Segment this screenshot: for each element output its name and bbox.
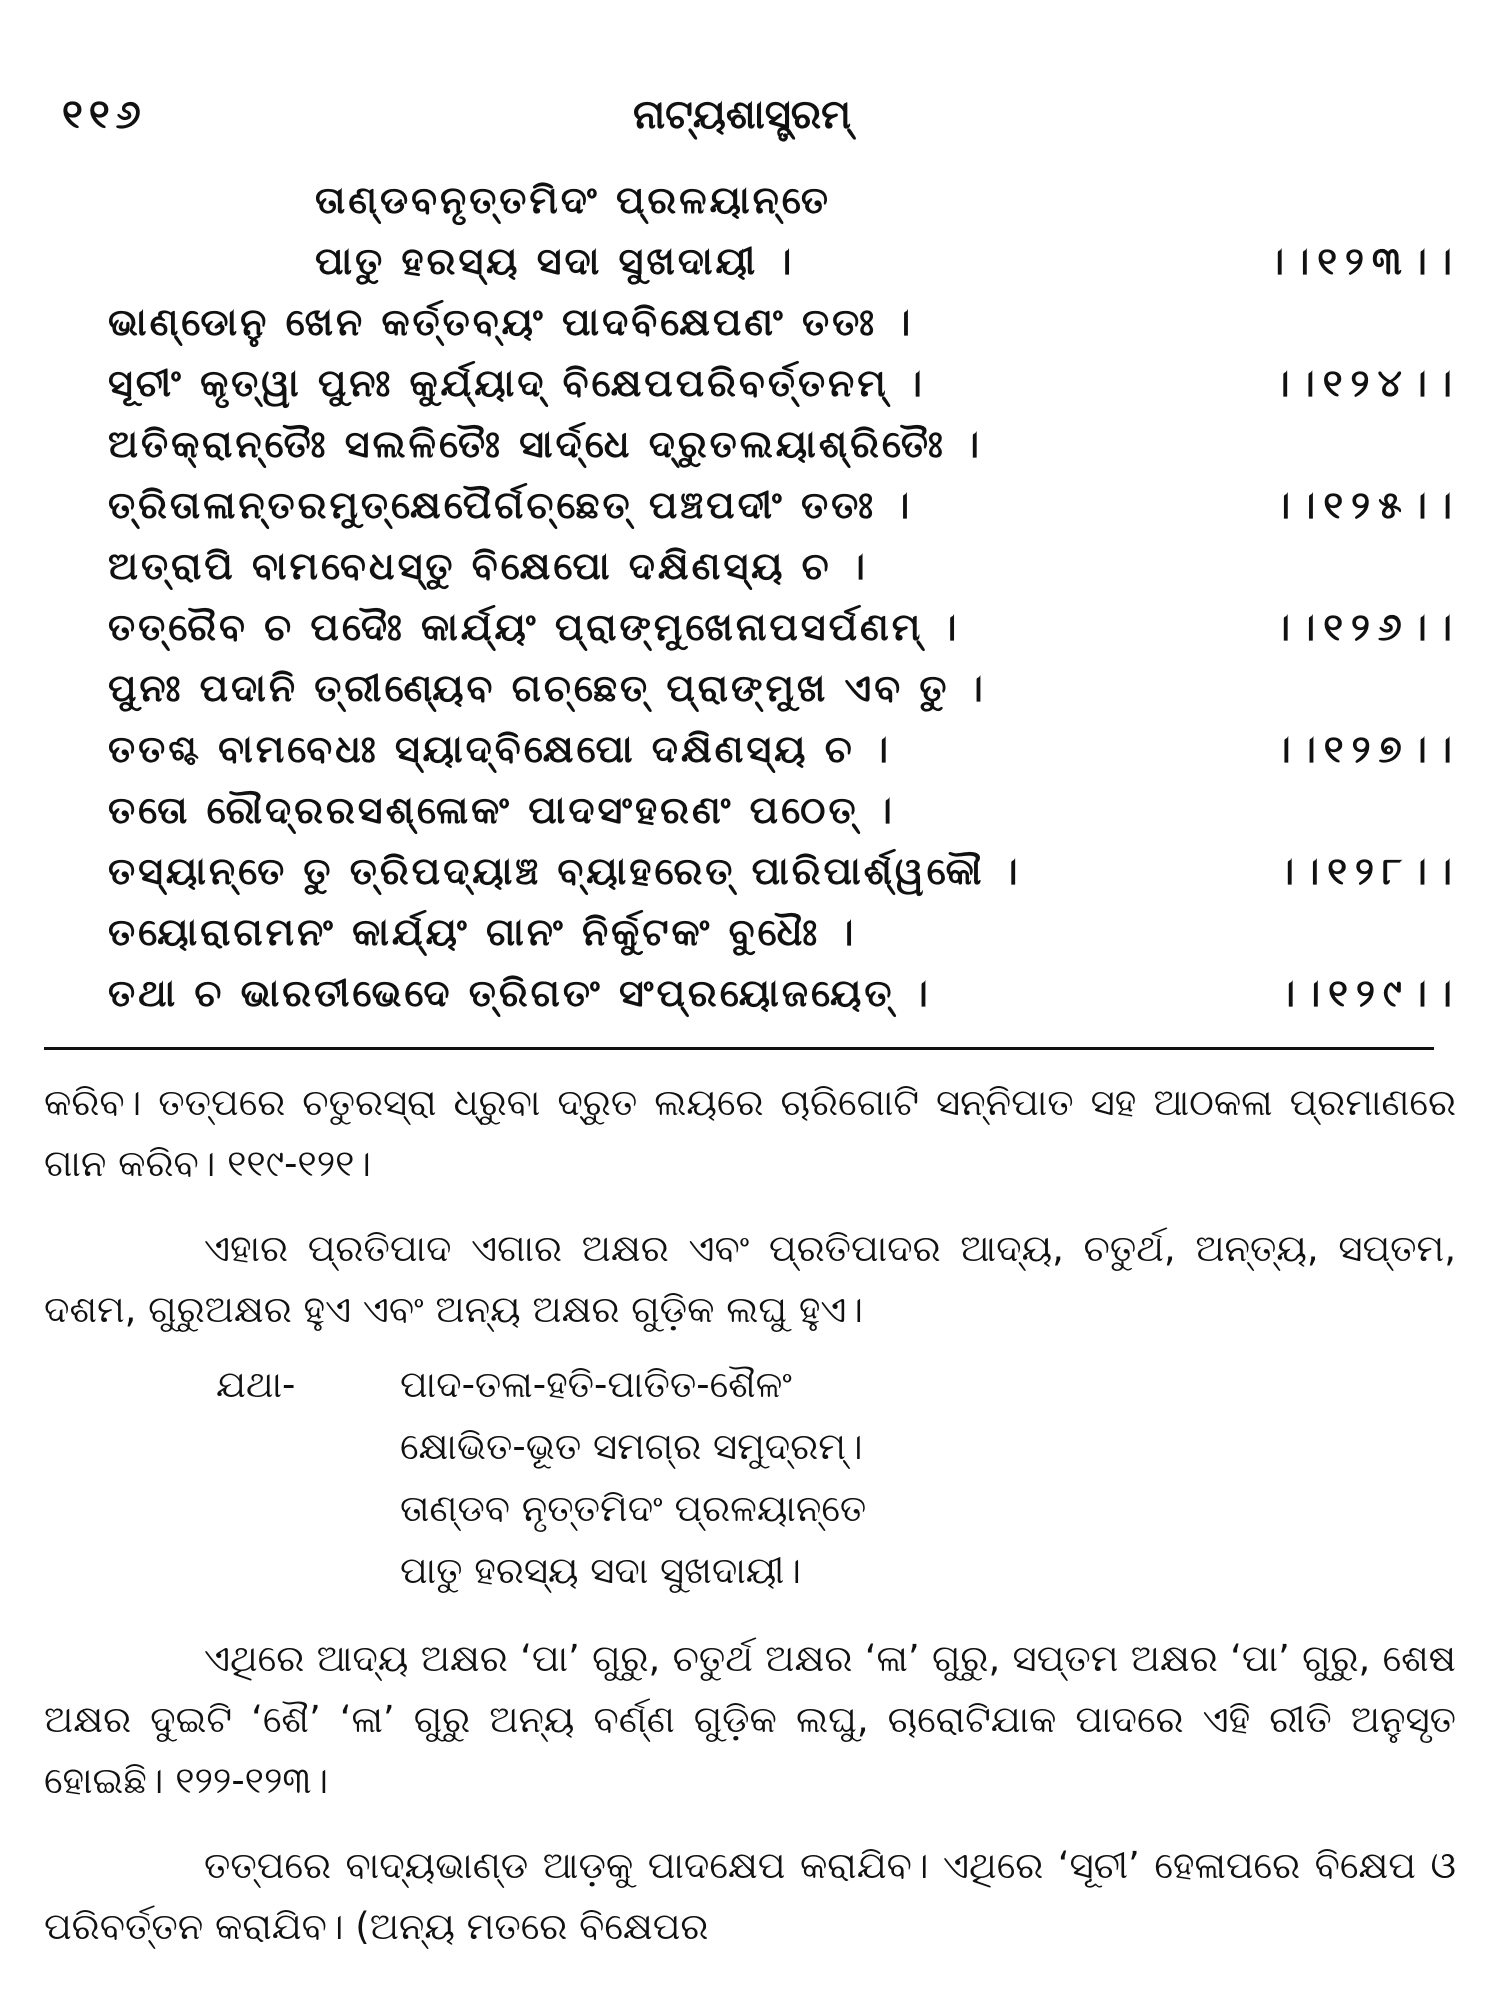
commentary-block [44, 1072, 1456, 1957]
example-line: ପାତୁ ହରସ୍ୟ ସଦା ସୁଖଦାୟୀ। [400, 1549, 801, 1592]
verse-text: ଭାଣ୍ଡୋନୁ ଖେନ କର୍ତ୍ତବ୍ୟଂ ପାଦବିକ୍ଷେପଣଂ ତତଃ । [108, 300, 914, 344]
example-line: କ୍ଷୋଭିତ-ଭୂତ ସମଗ୍ର ସମୁଦ୍ରମ୍। [400, 1425, 863, 1468]
commentary-paragraph: ତତ୍ପରେ ବାଦ୍ୟଭାଣ୍ଡ ଆଡ଼କୁ ପାଦକ୍ଷେପ କରାଯିବ। ଏଥିରେ ‘ସୂଚୀ’ ହେଳାପରେ ବିକ୍ଷେପ ଓ ପରିବର୍ତ୍ତନ କରାଯିବ। (ଅନ୍ୟ ମତରେ ବିକ୍ଷେପର [44, 1844, 1456, 1948]
page-header [62, 92, 1462, 152]
verse-line [0, 422, 1500, 483]
verse-line [0, 971, 1500, 1032]
example-line: ତାଣ୍ଡବ ନୃତ୍ତମିଦଂ ପ୍ରଳୟାନ୍ତେ [400, 1487, 867, 1530]
verse-line [0, 666, 1500, 727]
verse-line [0, 849, 1500, 910]
verse-line [0, 178, 1500, 239]
verse-line [0, 544, 1500, 605]
example-block [44, 1354, 1456, 1604]
page-number: ୧୧୬ [62, 92, 147, 138]
verse-text: ସୂଚୀଂ କୃତ୍ୱା ପୁନଃ କୁର୍ଯ୍ୟାଦ୍ ବିକ୍ଷେପପରିବର୍ତ୍ତନମ୍ । [108, 361, 925, 405]
verse-line [0, 300, 1500, 361]
verse-line [0, 910, 1500, 971]
verse-text: ତତ୍ରୈବ ଚ ପଦୈଃ କାର୍ଯ୍ୟଂ ପ୍ରାଙ୍ମୁଖେନାପସର୍ପଣମ୍ । [108, 605, 960, 649]
verse-line [0, 727, 1500, 788]
running-title: ନାଟ୍ୟଶାସ୍ତ୍ରମ୍ [632, 92, 852, 138]
example-label: ଯଥା- [216, 1363, 296, 1406]
verse-line [0, 605, 1500, 666]
verse-number: ।।୧୨୮।। [1277, 849, 1460, 893]
verse-number: ।।୧୨୫।। [1273, 483, 1460, 527]
verse-number: ।।୧୨୪।। [1272, 361, 1460, 405]
verse-text: ପୁନଃ ପଦାନି ତ୍ରୀଣ୍ୟେବ ଗଚ୍ଛେତ୍ ପ୍ରାଙ୍ମୁଖ ଏବ ତୁ । [108, 666, 986, 710]
verse-text: ପାତୁ ହରସ୍ୟ ସଦା ସୁଖଦାୟୀ । [315, 239, 795, 283]
verse-text: ତଥା ଚ ଭାରତୀଭେଦେ ତ୍ରିଗତଂ ସଂପ୍ରୟୋଜୟେତ୍ । [108, 971, 931, 1015]
verse-line [0, 483, 1500, 544]
verse-line [0, 239, 1500, 300]
verse-text: ଅତିକ୍ରାନ୍ତୈଃ ସଲଳିତୈଃ ସାର୍ଦ୍ଧେ ଦ୍ରୁତଲୟାଶ୍ରିତୈଃ । [108, 422, 983, 466]
verse-number: ।।୧୨୬।। [1273, 605, 1460, 649]
verse-text: ତ୍ରିତାଳାନ୍ତରମୁତ୍କ୍ଷେପୈର୍ଗଚ୍ଛେତ୍ ପଞ୍ଚପଦୀଂ ତତଃ । [108, 483, 913, 527]
verse-block [0, 178, 1500, 1032]
verse-text: ତାଣ୍ଡବନୃତ୍ତମିଦଂ ପ୍ରଳୟାନ୍ତେ [315, 178, 831, 222]
verse-text: ତସ୍ୟାନ୍ତେ ତୁ ତ୍ରିପଦ୍ୟାଞ୍ଚ ବ୍ୟାହରେତ୍ ପାରିପାର୍ଶ୍ୱକୌ । [108, 849, 1021, 893]
example-line: ପାଦ-ତଳା-ହତି-ପାତିତ-ଶୈଳଂ [400, 1363, 792, 1406]
verse-text: ତତୋ ରୌଦ୍ରରସଶ୍ଳୋକଂ ପାଦସଂହରଣଂ ପଠେତ୍ । [108, 788, 895, 832]
commentary-paragraph: ଏହାର ପ୍ରତିପାଦ ଏଗାର ଅକ୍ଷର ଏବଂ ପ୍ରତିପାଦର ଆଦ୍ୟ, ଚତୁର୍ଥ, ଅନ୍ତ୍ୟ, ସପ୍ତମ, ଦଶମ, ଗୁରୁଅକ୍ଷର ହୁଏ ଏବଂ ଅନ୍ୟ ଅକ୍ଷର ଗୁଡ଼ିକ ଲଘୁ ହୁଏ। [44, 1227, 1456, 1331]
verse-number: ।।୧୨୩।। [1267, 239, 1460, 283]
section-divider [44, 1047, 1434, 1050]
verse-number: ।।୧୨୭।। [1273, 727, 1460, 771]
verse-line [0, 788, 1500, 849]
verse-text: ତତଶ୍ଚ ବାମବେଧଃ ସ୍ୟାଦ୍ବିକ୍ଷେପୋ ଦକ୍ଷିଣସ୍ୟ ଚ । [108, 727, 892, 771]
commentary-paragraph: ଏଥିରେ ଆଦ୍ୟ ଅକ୍ଷର ‘ପା’ ଗୁରୁ, ଚତୁର୍ଥ ଅକ୍ଷର ‘ଳା’ ଗୁରୁ, ସପ୍ତମ ଅକ୍ଷର ‘ପା’ ଗୁରୁ, ଶେଷ ଅକ୍ଷର ଦୁଇଟି ‘ଶୈ’ ‘ଳା’ ଗୁରୁ ଅନ୍ୟ ବର୍ଣ୍ଣ ଗୁଡ଼ିକ ଲଘୁ, ଚାରୋଟିଯାକ ପାଦରେ ଏହି ରୀତି ଅନୁସୃତ ହୋଇଛି। ୧୨୨-୧୨୩। [44, 1637, 1456, 1802]
commentary-paragraph: କରିବ। ତତ୍ପରେ ଚତୁରସ୍ରା ଧ୍ରୁବା ଦ୍ରୁତ ଲୟରେ ଚାରିଗୋଟି ସନ୍ନିପାତ ସହ ଆଠକଳା ପ୍ରମାଣରେ ଗାନ କରିବ। ୧୧୯-୧୨୧। [44, 1081, 1456, 1185]
verse-text: ଅତ୍ରାପି ବାମବେଧସ୍ତୁ ବିକ୍ଷେପୋ ଦକ୍ଷିଣସ୍ୟ ଚ । [108, 544, 869, 588]
verse-number: ।।୧୨୯।। [1277, 971, 1460, 1015]
verse-line [0, 361, 1500, 422]
verse-text: ତୟୋରାଗମନଂ କାର୍ଯ୍ୟଂ ଗାନଂ ନିର୍କୁଟକଂ ବୁଧୈଃ । [108, 910, 857, 954]
